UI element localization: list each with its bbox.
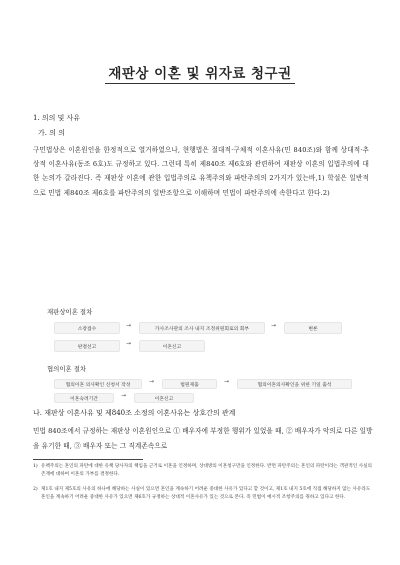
flow-label-judicial-divorce: 재판상이혼 절차 [47,308,93,316]
footnote-divider [33,459,143,460]
flow-step: 협의이혼의사확인을 위한 기일 출석 [237,379,352,389]
flow-arrow: → [149,378,155,385]
body-paragraph: 구민법상은 이혼원인을 한정적으로 열거하였으나, 현행법은 절대적·구체적 이혼사유(민 840조)와 함께 상대적·추상적 이혼사유(동조 6호)도 규정하고 있다. 그런데 특히 제840조 제6호와 관련하여 재판상 이혼의 입법주의에 대한 논의가 갈라진다. 즉 재판상 이혼에 관한 입법주의로 유책주의와 파탄주의의 2가지가 있는바,1) 학설은 일반적으로 민법 제840조 제6호를 파탄주의의 일반조항으로 이해하며 민법이 파탄주의에 속한다고 한다.2) [33,146,369,197]
flow-step: 판결선고 [54,340,120,352]
flow-arrow: → [121,392,127,399]
footnote-text: 유책주의는 혼인의 파탄에 대한 유책 당사자의 책임을 근거로 이혼을 인정하며, 상대방의 이혼청구만을 인정한다. 반면 파탄주의는 혼인의 파탄이라는 객관적인 사실의 존재에 대하여 이혼의 가부를 결정한다. [41,464,372,477]
flow-step: 가사조사관의 조사 내지 조정위원회로의 회부 [139,322,265,334]
section-heading-2: 나. 재판상 이혼사유 및 제840조 소정의 이혼사유는 상호간의 관계 [33,409,236,417]
flow-step: 변론 [284,322,342,334]
flow-step: 이혼신고 [134,393,194,403]
footnote-number: 2) [33,487,38,492]
flow-arrow: → [126,340,132,347]
footnote-1 [33,463,373,478]
footnote-number: 1) [33,464,38,469]
flow-label-agreed-divorce: 협의이혼 절차 [47,365,87,373]
footnote-text: 제1호 내지 제5호의 사유의 하나에 해당하는 사실이 있으면 혼인을 계속하기 어려운 중대한 사유가 있다고 할 것이고, 제1호 내지 5호에 직접 해당하지 않는 사유라도 혼인을 계속하기 어려운 중대한 사유가 있으면 제6호가 규정하는 상대적 이혼사유가 있는 것으로 본다. 즉 민법이 예시적 조항주의를 취하고 있다고 한다. [41,487,371,500]
subsection-heading: 가. 의 의 [38,129,65,137]
flow-step: 소장접수 [54,322,120,334]
flow-step: 협의이혼 의사확인 신청서 작성 [54,379,142,389]
document-title: 재판상 이혼 및 위자료 청구권 [0,62,400,82]
flow-arrow: → [224,378,230,385]
flow-arrow: → [126,322,132,329]
flow-arrow: → [271,322,277,329]
footnote-2 [33,486,373,501]
flow-step: 이혼숙려기간 [54,393,114,403]
section-heading: 1. 의의 및 사유 [33,114,81,122]
flow-step: 이혼신고 [139,340,205,352]
body-paragraph-2: 민법 840조에서 규정하는 재판상 이혼원인으로 ① 배우자에 부정한 행위가 있었을 때, ② 배우자가 악의로 다른 일방을 유기한 때, ③ 배우자 또는 그 직계존속으로 [33,427,373,450]
flow-step: 법원제출 [162,379,217,389]
